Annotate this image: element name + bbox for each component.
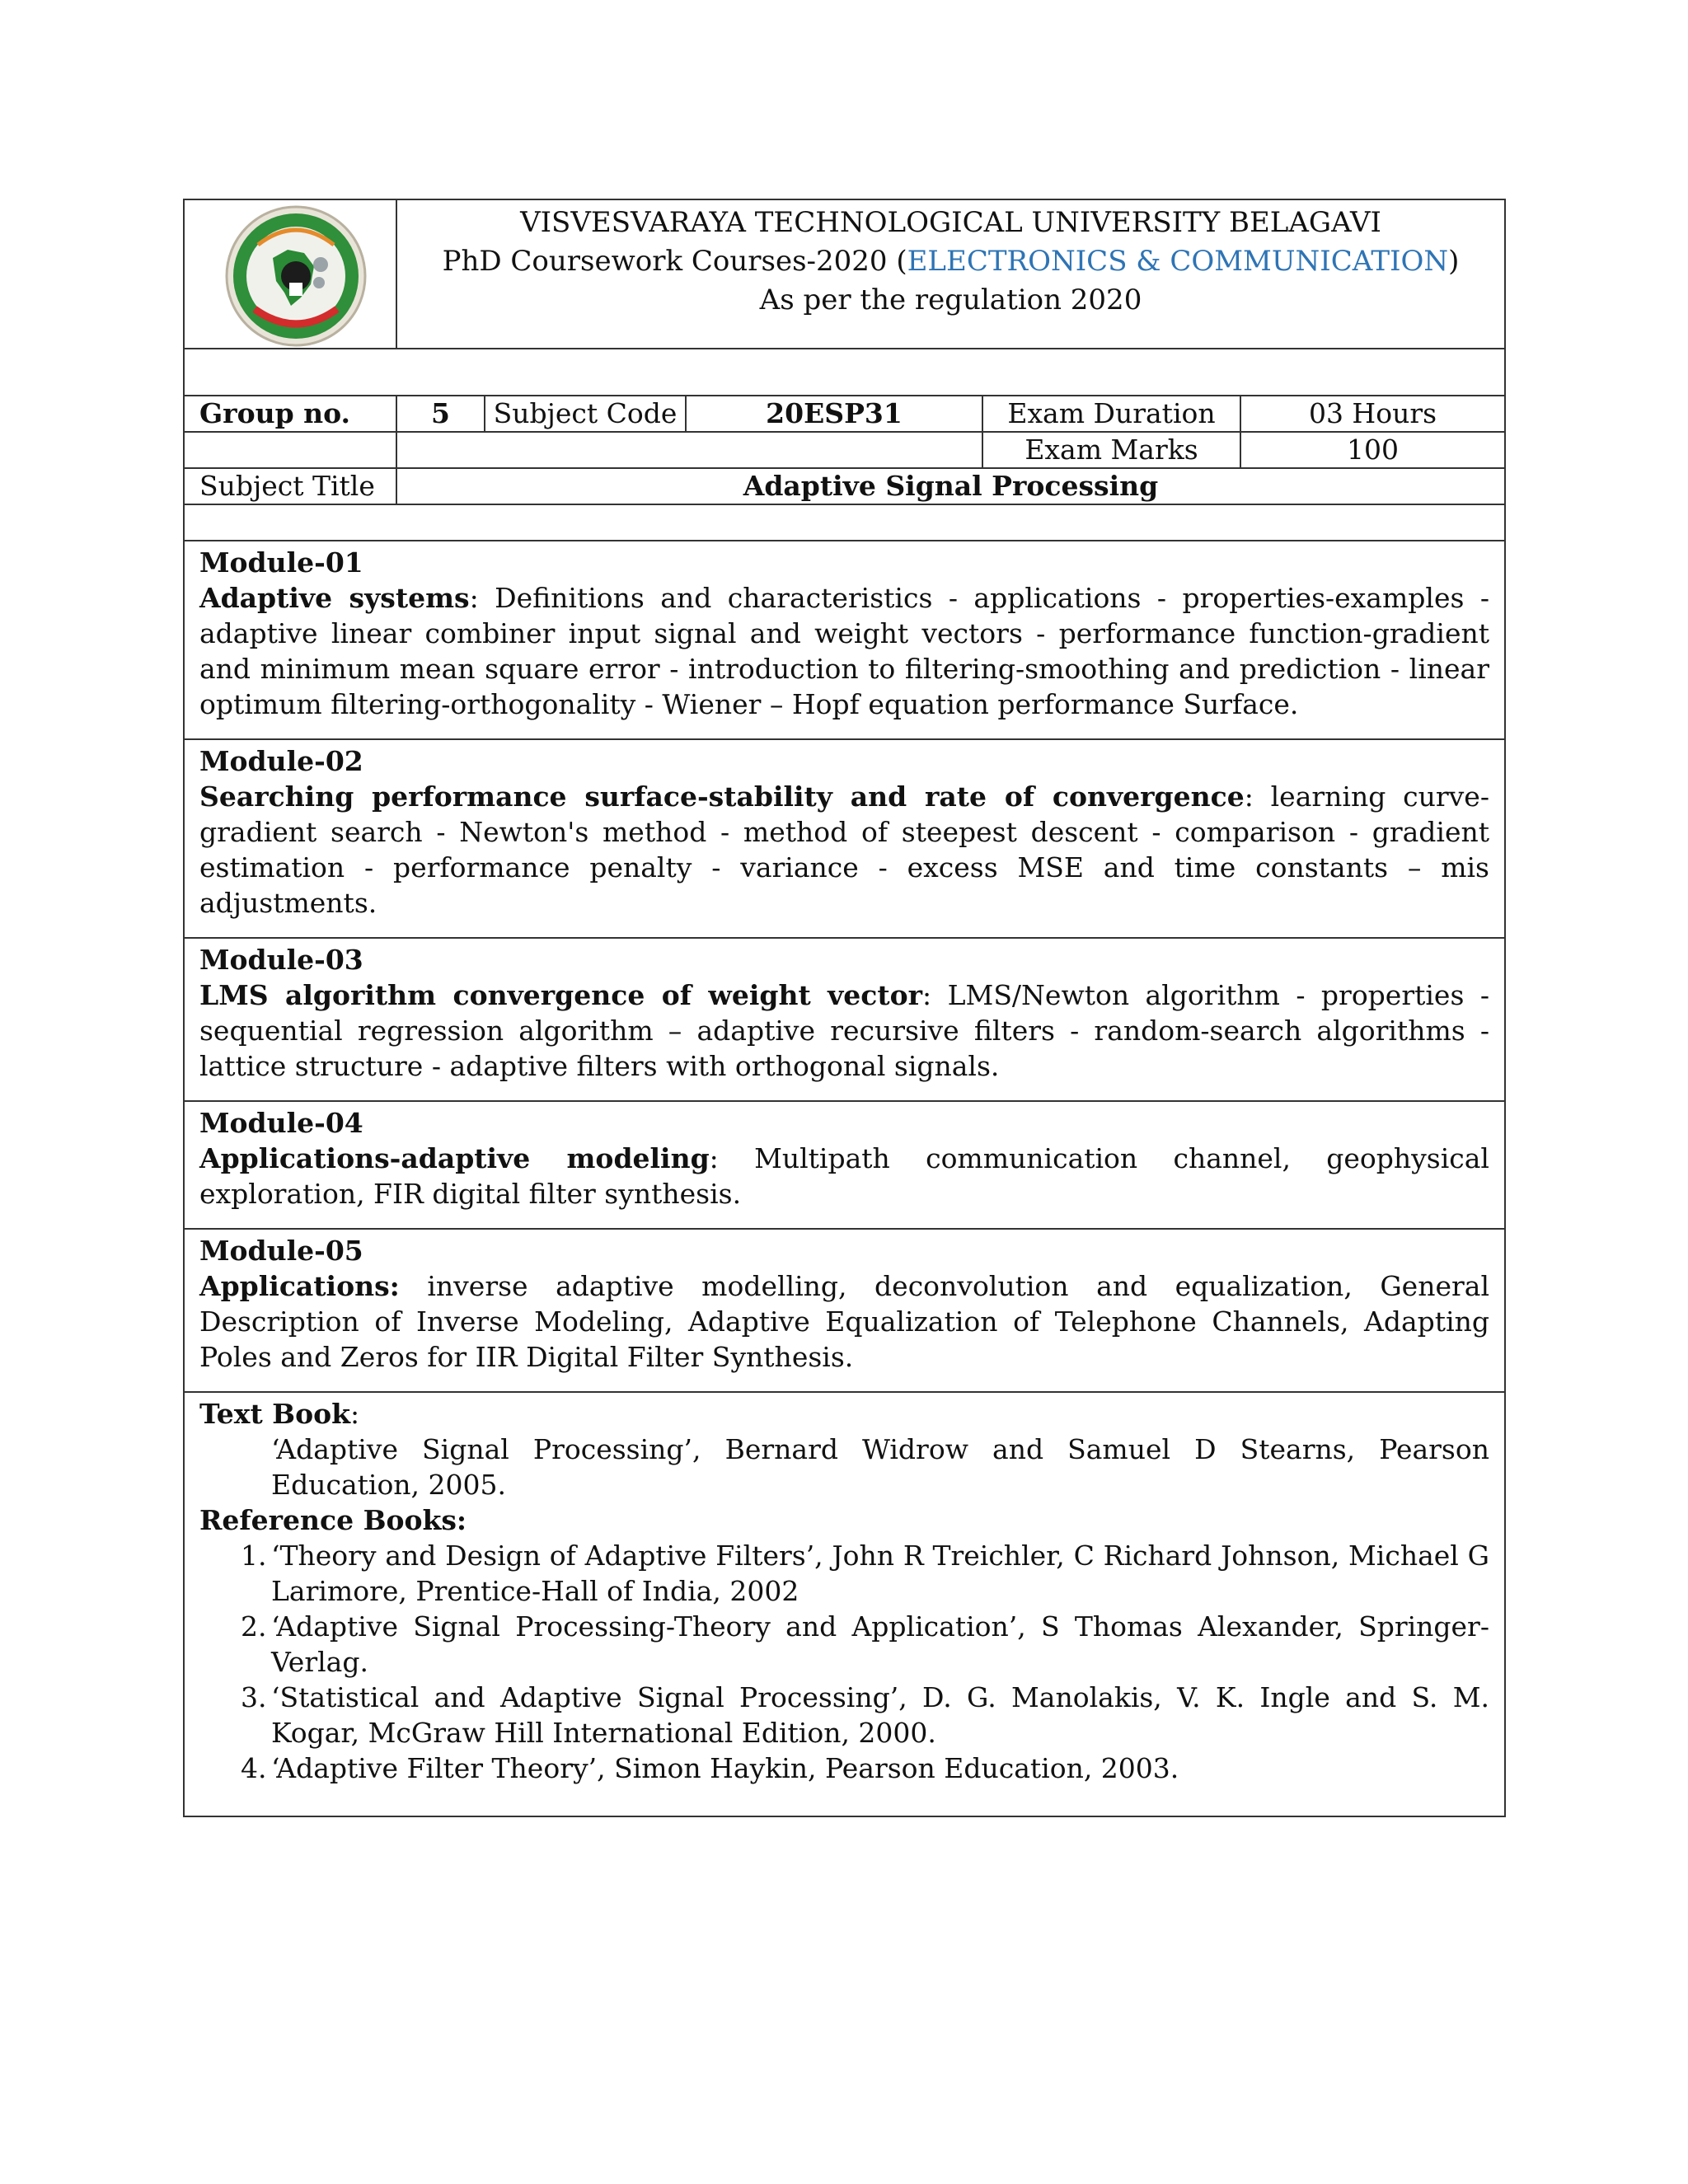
courses-suffix: ) [1448, 245, 1460, 278]
module-row [185, 1102, 1504, 1230]
module-row [185, 541, 1504, 740]
subject-code-value: 20ESP31 [687, 396, 983, 431]
exam-marks-value: 100 [1347, 434, 1399, 466]
info-row-title [185, 469, 1504, 505]
info-row-marks [185, 433, 1504, 469]
module-text: inverse adaptive modelling, deconvolution and equalization, General Description of Inverse Modeling, Adaptive Equalization of Telephone Channels, Adapting Poles and Zeros for IIR Digital Filter Synthesis. [199, 1270, 1489, 1373]
list-item [199, 1538, 1489, 1609]
module-body [199, 580, 1489, 722]
subject-title-label: Subject Title [185, 469, 397, 504]
department-name: ELECTRONICS & COMMUNICATION [907, 245, 1449, 278]
empty-cell [185, 433, 397, 467]
reference-number: 3. [241, 1681, 267, 1713]
syllabus-table [183, 199, 1506, 1817]
exam-duration-value: 03 Hours [1308, 397, 1437, 429]
subject-code-label: Subject Code [485, 396, 687, 431]
university-name: VISVESVARAYA TECHNOLOGICAL UNIVERSITY BELAGAVI [520, 206, 1381, 239]
list-item [199, 1609, 1489, 1680]
list-item [199, 1750, 1489, 1786]
module-row [185, 939, 1504, 1102]
header-text [397, 204, 1504, 320]
logo-cell [185, 200, 397, 348]
books-row [185, 1393, 1504, 1816]
list-item [199, 1680, 1489, 1750]
module-row [185, 1230, 1504, 1393]
module-title: Module-01 [199, 546, 363, 579]
courses-line [397, 242, 1504, 281]
spacer-row [185, 505, 1504, 541]
module-title: Module-05 [199, 1235, 363, 1267]
module-text: : Multipath communication channel, geophysical exploration, FIR digital filter synthesis. [199, 1142, 1489, 1210]
reference-number: 1. [241, 1540, 267, 1572]
header-row [185, 200, 1504, 349]
group-label: Group no. [185, 396, 397, 431]
university-seal-icon [222, 200, 370, 349]
module-title: Module-04 [199, 1107, 363, 1139]
module-keyword: Applications: [199, 1270, 400, 1302]
group-value: 5 [397, 396, 485, 431]
text-book-label: Text Book [199, 1398, 350, 1430]
module-text: : Definitions and characteristics - applications - properties-examples - adaptive linear combiner input signal and weight vectors - performance function-gradient and minimum mean square error - introduction to filtering-smoothing and prediction - linear optimum filtering-orthogonality - Wiener – Hopf equation performance Surface. [199, 582, 1489, 720]
module-body [199, 977, 1489, 1084]
reference-text: ‘Adaptive Signal Processing-Theory and Application’, S Thomas Alexander, Springer-Verlag. [271, 1610, 1489, 1678]
module-body [199, 1141, 1489, 1212]
exam-marks-label: Exam Marks [983, 433, 1241, 467]
exam-duration-label: Exam Duration [983, 396, 1241, 431]
module-body [199, 1268, 1489, 1375]
module-title: Module-02 [199, 745, 363, 777]
module-title: Module-03 [199, 944, 363, 976]
text-book-entry: ‘Adaptive Signal Processing’, Bernard Widrow and Samuel D Stearns, Pearson Education, 2005. [271, 1433, 1489, 1501]
module-keyword: LMS algorithm convergence of weight vector [199, 979, 923, 1011]
reference-list [199, 1538, 1489, 1786]
reference-text: ‘Statistical and Adaptive Signal Processing’, D. G. Manolakis, V. K. Ingle and S. M. Kogar, McGraw Hill International Edition, 2000. [271, 1681, 1489, 1749]
module-row [185, 740, 1504, 939]
module-text: : LMS/Newton algorithm - properties - sequential regression algorithm – adaptive recursive filters - random-search algorithms - lattice structure - adaptive filters with orthogonal signals. [199, 979, 1489, 1082]
reference-number: 2. [241, 1610, 267, 1643]
module-keyword: Applications-adaptive modeling [199, 1142, 710, 1174]
module-text: : learning curve-gradient search - Newton's method - method of steepest descent - comparison - gradient estimation - performance penalty - variance - excess MSE and time constants – mis adjustments. [199, 780, 1489, 919]
reference-number: 4. [241, 1752, 267, 1784]
reference-books-label: Reference Books: [199, 1504, 467, 1536]
module-body [199, 779, 1489, 921]
module-keyword: Adaptive systems [199, 582, 470, 614]
reference-text: ‘Theory and Design of Adaptive Filters’, John R Treichler, C Richard Johnson, Michael G Larimore, Prentice-Hall of India, 2002 [271, 1540, 1489, 1607]
info-row-group [185, 396, 1504, 433]
reference-text: ‘Adaptive Filter Theory’, Simon Haykin, Pearson Education, 2003. [271, 1752, 1179, 1784]
text-book-colon: : [349, 1398, 360, 1430]
subject-title-value: Adaptive Signal Processing [743, 470, 1159, 502]
courses-prefix: PhD Coursework Courses-2020 ( [442, 245, 907, 278]
module-keyword: Searching performance surface-stability and rate of convergence [199, 780, 1245, 813]
regulation-line: As per the regulation 2020 [759, 284, 1142, 316]
text-book-heading [199, 1396, 1489, 1432]
empty-cell [397, 433, 983, 467]
spacer-row [185, 349, 1504, 396]
